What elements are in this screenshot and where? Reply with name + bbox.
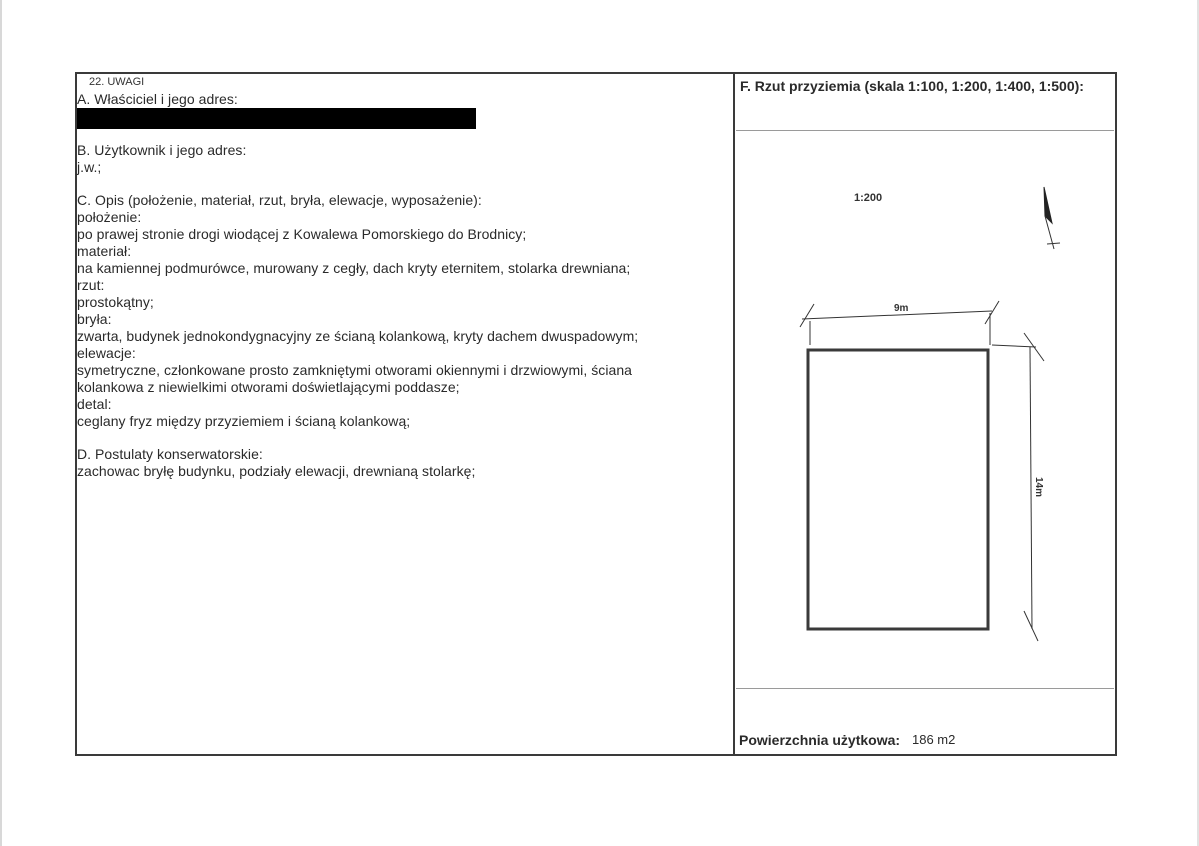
section-number: 22. UWAGI [89,76,145,88]
usable-area-value: 186 m2 [912,732,956,747]
postulates-heading: D. Postulaty konserwatorskie: [77,446,263,462]
description-line: detal: [77,396,112,412]
user-value: j.w.; [77,159,102,175]
user-heading: B. Użytkownik i jego adres: [77,142,247,158]
postulates-value: zachowac bryłę budynku, podziały elewacji, drewnianą stolarkę; [77,463,476,479]
floor-plan-title: F. Rzut przyziemia (skala 1:100, 1:200, 1:400, 1:500): [740,78,1084,94]
floor-plan-area [736,130,1114,689]
description-line: położenie: [77,209,142,225]
usable-area-label: Powierzchnia użytkowa: [739,732,901,748]
redacted-owner-address [77,108,476,129]
description-line: bryła: [77,311,112,327]
scale-label: 1:200 [854,192,883,204]
height-label: 14m [1033,477,1044,498]
description-line: po prawej stronie drogi wiodącej z Kowalewa Pomorskiego do Brodnicy; [77,226,527,242]
column-divider [733,72,735,756]
north-arrow-icon [1044,187,1060,249]
description-heading: C. Opis (położenie, materiał, rzut, bryła, elewacje, wyposażenie): [77,192,482,208]
description-line: elewacje: [77,345,136,361]
width-label: 9m [894,303,909,314]
description-line: na kamiennej podmurówce, murowany z cegły, dach kryty eternitem, stolarka drewniana; [77,260,631,276]
description-line: symetryczne, członkowane prosto zamkniętymi otworami okiennymi i drzwiowymi, ściana [77,362,632,378]
description-line: zwarta, budynek jednokondygnacyjny ze ścianą kolankową, kryty dachem dwuspadowym; [77,328,639,344]
description-line: ceglany fryz między przyziemiem i ścianą kolankową; [77,413,411,429]
floor-plan-drawing [736,131,1114,690]
description-line: materiał: [77,243,132,259]
description-line: rzut: [77,277,105,293]
description-line: kolankowa z niewielkimi otworami doświetlającymi poddasze; [77,379,460,395]
page-edge [0,0,2,846]
building-outline [808,350,988,629]
description-line: prostokątny; [77,294,154,310]
owner-heading: A. Właściciel i jego adres: [77,91,238,107]
